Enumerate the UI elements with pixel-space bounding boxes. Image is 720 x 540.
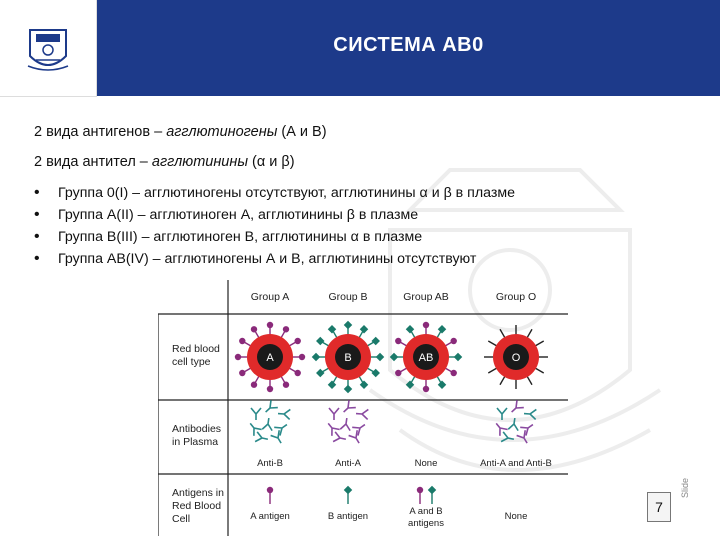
- antibody-y-shape: [352, 420, 368, 435]
- antigen-pin: [428, 486, 436, 504]
- crest-icon: [0, 0, 96, 96]
- antigen-label: B antigen: [327, 511, 369, 522]
- antigen-pin: [344, 486, 352, 504]
- red-blood-cell: [484, 325, 548, 389]
- row-label: Antigens in: [172, 487, 224, 499]
- column-header: Group AB: [403, 291, 449, 303]
- antigen-a-marker: [283, 326, 289, 332]
- cell-label: B: [344, 352, 352, 364]
- antigen-a-marker: [251, 382, 257, 388]
- antigen-b-marker: [438, 380, 446, 388]
- column-header: Group A: [250, 291, 290, 303]
- antigen-a-marker: [423, 386, 429, 392]
- antigen-label: A and B: [409, 506, 443, 517]
- antigen-spike: [527, 329, 532, 338]
- antibody-y-shape: [329, 408, 339, 420]
- red-blood-cell: [390, 322, 462, 392]
- antigen-b-marker: [328, 325, 336, 333]
- antigen-a-marker: [251, 326, 257, 332]
- antigen-a-marker: [267, 386, 273, 392]
- antigen-b-marker: [390, 353, 398, 361]
- antigen-label: antigens: [408, 518, 444, 529]
- cell-label: AB: [418, 352, 434, 364]
- page-title: СИСТЕМА АВ0: [333, 34, 484, 56]
- antibody-label: None: [414, 458, 438, 469]
- antigen-types-line: [34, 124, 327, 140]
- antibody-y-shape: [255, 432, 269, 444]
- row-label: Red blood: [172, 343, 220, 355]
- antigen-b-marker: [406, 325, 414, 333]
- antigen-spike: [527, 376, 532, 385]
- cell-label: O: [511, 352, 521, 364]
- antigen-b-marker: [371, 369, 379, 377]
- red-blood-cell: [235, 322, 305, 392]
- line1-prefix: 2 вида антигенов –: [34, 124, 167, 140]
- antigen-b-marker: [344, 385, 352, 393]
- antigen-a-marker: [451, 370, 457, 376]
- row-label: Antibodies: [172, 423, 222, 435]
- antigen-spike: [500, 376, 505, 385]
- antigen-spike: [500, 329, 505, 338]
- antigen-spike: [488, 341, 497, 346]
- antigen-a-marker: [395, 338, 401, 344]
- antigen-a-marker: [267, 322, 273, 328]
- row-label: in Plasma: [172, 436, 219, 448]
- cell-label: A: [266, 352, 274, 364]
- antigen-b-marker: [454, 353, 462, 361]
- red-blood-cell: [312, 321, 384, 393]
- antigen-a-marker: [239, 338, 245, 344]
- antigen-b-marker: [406, 380, 414, 388]
- antigen-spike: [535, 368, 544, 373]
- antigen-b-marker: [316, 369, 324, 377]
- antigen-spike: [535, 341, 544, 346]
- antigen-a-marker: [451, 338, 457, 344]
- antigen-spike: [488, 368, 497, 373]
- antigen-b-marker: [328, 380, 336, 388]
- line2-prefix: 2 вида антител –: [34, 154, 152, 170]
- antibody-y-shape: [497, 408, 507, 420]
- antigen-b-marker: [376, 353, 384, 361]
- antibody-y-shape: [262, 417, 274, 430]
- column-header: Group B: [328, 291, 368, 303]
- antibody-y-shape: [356, 409, 369, 420]
- line1-term: агглютиногены: [166, 124, 278, 140]
- antigen-b-marker: [371, 337, 379, 345]
- antigen-pin: [267, 487, 273, 504]
- antigen-a-marker: [295, 370, 301, 376]
- blood-group-list: [34, 182, 515, 270]
- line2-term: агглютинины: [151, 154, 249, 170]
- antibody-y-shape: [520, 420, 536, 435]
- antigen-b-marker: [360, 325, 368, 333]
- row-label: cell type: [172, 356, 211, 368]
- list-item: • Группа 0(I) – агглютиногены отсутствуют, агглютинины α и β в плазме: [34, 182, 515, 204]
- list-item: • Группа В(III) – агглютиноген В, агглютинины α в плазме: [34, 226, 515, 248]
- antibody-y-shape: [333, 432, 347, 444]
- antigen-b-marker: [360, 380, 368, 388]
- antibody-label: Anti-B: [257, 458, 283, 469]
- antibody-y-shape: [508, 400, 524, 415]
- list-item: • Группа А(II) – агглютиноген А, агглютинины β в плазме: [34, 204, 515, 226]
- antibody-y-shape: [274, 420, 290, 435]
- antibody-y-shape: [501, 432, 515, 444]
- antigen-b-marker: [312, 353, 320, 361]
- antibody-y-shape: [278, 409, 291, 420]
- antigen-a-marker: [395, 370, 401, 376]
- antibody-y-shape: [340, 400, 356, 415]
- university-logo: [0, 0, 97, 97]
- line2-suffix: (α и β): [248, 154, 295, 170]
- antibody-y-shape: [524, 409, 537, 420]
- page-number: 7: [647, 492, 671, 522]
- antibody-y-shape: [517, 430, 532, 445]
- antigen-a-marker: [299, 354, 305, 360]
- antigen-b-marker: [438, 325, 446, 333]
- antibody-label: Anti-A: [335, 458, 361, 469]
- antibody-y-shape: [340, 417, 352, 430]
- column-header: Group O: [495, 291, 537, 303]
- antigen-b-marker: [344, 321, 352, 329]
- antibody-y-shape: [262, 400, 278, 415]
- row-label: Red Blood: [172, 500, 222, 512]
- antigen-pin: [417, 487, 423, 504]
- row-label: Cell: [172, 513, 191, 525]
- antigen-label: A antigen: [250, 511, 290, 522]
- antibody-y-shape: [271, 430, 286, 445]
- line1-suffix: (А и В): [277, 124, 327, 140]
- antibody-y-shape: [508, 417, 520, 430]
- antibody-label: Anti-A and Anti-B: [480, 458, 552, 469]
- antigen-a-marker: [283, 382, 289, 388]
- antibody-y-shape: [251, 408, 261, 420]
- title-bar: [97, 0, 720, 96]
- antigen-label: None: [504, 511, 528, 522]
- slide-label: Slide: [680, 477, 690, 498]
- antigen-b-marker: [316, 337, 324, 345]
- antigen-a-marker: [239, 370, 245, 376]
- antibody-types-line: [34, 154, 295, 170]
- list-item: • Группа АВ(IV) – агглютиногены А и В, агглютинины отсутствуют: [34, 248, 515, 270]
- antibody-y-shape: [349, 430, 364, 445]
- antigen-a-marker: [423, 322, 429, 328]
- antigen-a-marker: [235, 354, 241, 360]
- abo-diagram: [158, 278, 568, 538]
- antigen-a-marker: [295, 338, 301, 344]
